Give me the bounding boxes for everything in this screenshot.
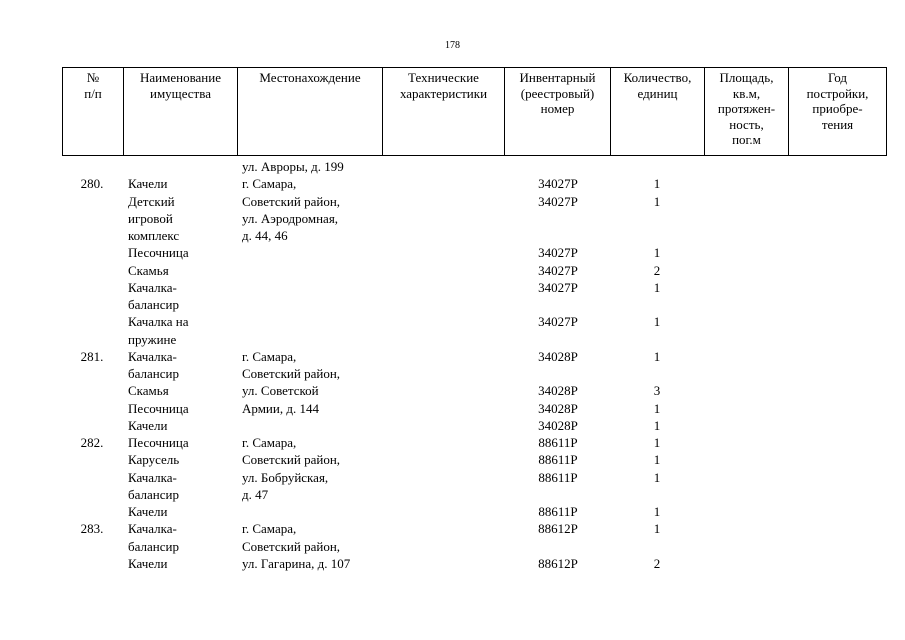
table-row: [62, 538, 886, 555]
table-row: [62, 451, 886, 468]
item-name: Качели: [128, 176, 168, 192]
table-row: [62, 244, 886, 261]
header-quantity: [611, 68, 705, 156]
item-location: ул. Авроры, д. 199: [242, 159, 344, 174]
item-quantity: 1: [653, 348, 661, 364]
inventory-number: 88612Р: [538, 521, 578, 537]
item-quantity: 1: [653, 193, 661, 209]
inventory-number: 34027Р: [538, 279, 578, 295]
row-number: 280.: [80, 176, 104, 192]
header-quantity-label: Количество, единиц: [623, 70, 692, 101]
header-name: [124, 68, 238, 156]
inventory-number: 34027Р: [538, 262, 578, 278]
table-row: [62, 417, 886, 434]
inventory-number: 34028Р: [538, 348, 578, 364]
item-name: Песочница: [128, 400, 189, 416]
header-location-label: Местонахождение: [259, 70, 361, 85]
table-row: [62, 331, 886, 348]
item-quantity: 1: [653, 435, 661, 450]
header-area-label: Площадь, кв.м, протяжен- ность, пог.м: [717, 70, 776, 147]
item-name: пружине: [128, 331, 177, 347]
inventory-number: 34028Р: [538, 400, 578, 416]
item-name: балансир: [128, 486, 179, 502]
item-location: ул. Аэродромная,: [242, 210, 339, 226]
table-row: [62, 365, 886, 382]
table-row: [62, 434, 886, 451]
row-number: 281.: [80, 348, 104, 364]
item-quantity: 1: [653, 279, 661, 295]
header-year-label: Год постройки, приобре- тения: [806, 70, 869, 132]
table-header: [62, 67, 887, 156]
header-technical-label: Технические характеристики: [399, 70, 488, 101]
item-name: Качалка-: [128, 279, 177, 295]
item-name: Песочница: [128, 245, 189, 261]
item-name: Качалка на: [128, 314, 189, 330]
item-name: Качалка-: [128, 469, 177, 485]
table-row: [62, 227, 886, 244]
item-location: Советский район,: [242, 538, 341, 554]
item-name: Качалка-: [128, 521, 177, 537]
header-number: [63, 68, 124, 156]
table-row: [62, 313, 886, 330]
item-quantity: 1: [653, 452, 661, 468]
item-name: Песочница: [128, 435, 189, 450]
item-quantity: 2: [653, 555, 661, 571]
item-location: Армии, д. 144: [242, 400, 319, 416]
item-quantity: 1: [653, 417, 661, 433]
table-row: [62, 296, 886, 313]
inventory-number: 34028Р: [538, 417, 578, 433]
item-name: балансир: [128, 366, 179, 381]
header-inventory-label: Инвентарный (реестровый) номер: [519, 70, 596, 116]
item-name: Карусель: [128, 452, 180, 468]
item-location: Советский район,: [242, 193, 341, 209]
inventory-number: 88611Р: [538, 452, 578, 468]
table-row: [62, 210, 886, 227]
item-quantity: 1: [653, 176, 661, 192]
inventory-number: 88611Р: [538, 504, 578, 519]
inventory-number: 34027Р: [538, 176, 578, 192]
inventory-number: 34027Р: [538, 193, 578, 209]
item-name: Детский: [128, 193, 175, 209]
inventory-number: 34027Р: [538, 245, 578, 261]
item-name: Скамья: [128, 383, 169, 399]
item-name: игровой: [128, 210, 173, 226]
item-location: г. Самара,: [242, 435, 297, 450]
item-location: Советский район,: [242, 452, 341, 468]
item-quantity: 1: [653, 469, 661, 485]
item-name: Качели: [128, 555, 168, 571]
table-row: [62, 262, 886, 279]
row-number: 283.: [80, 521, 104, 537]
inventory-number: 88612Р: [538, 555, 578, 571]
header-inventory: [505, 68, 611, 156]
inventory-number: 88611Р: [538, 469, 578, 485]
table-row: [62, 520, 886, 537]
table-row: [62, 503, 886, 520]
item-name: Скамья: [128, 262, 169, 278]
item-quantity: 1: [653, 504, 661, 519]
header-name-label: Наименование имущества: [140, 70, 221, 101]
item-location: ул. Бобруйская,: [242, 469, 329, 485]
item-location: ул. Гагарина, д. 107: [242, 555, 351, 571]
item-quantity: 1: [653, 400, 661, 416]
item-location: д. 47: [242, 486, 269, 502]
item-location: г. Самара,: [242, 176, 297, 192]
item-name: Качели: [128, 504, 168, 519]
table-row: [62, 382, 886, 399]
item-name: Качалка-: [128, 348, 177, 364]
table-row: [62, 193, 886, 210]
inventory-number: 34027Р: [538, 314, 578, 330]
item-location: г. Самара,: [242, 348, 297, 364]
header-location: [238, 68, 383, 156]
header-technical: [383, 68, 505, 156]
table-row: [62, 279, 886, 296]
inventory-number: 34028Р: [538, 383, 578, 399]
item-quantity: 1: [653, 314, 661, 330]
header-area: [705, 68, 789, 156]
item-quantity: 3: [653, 383, 661, 399]
item-location: д. 44, 46: [242, 228, 288, 243]
item-location: ул. Советской: [242, 383, 319, 399]
item-name: комплекс: [128, 228, 180, 243]
item-location: г. Самара,: [242, 521, 297, 537]
table-row: [62, 469, 886, 486]
item-quantity: 1: [653, 521, 661, 537]
page-number: 178: [445, 40, 460, 51]
table-row: [62, 555, 886, 572]
table-row: [62, 486, 886, 503]
table-row: [62, 175, 886, 192]
row-number: 282.: [80, 435, 104, 450]
item-quantity: 2: [653, 262, 661, 278]
table-row: [62, 400, 886, 417]
item-name: Качели: [128, 417, 168, 433]
inventory-number: 88611Р: [538, 435, 578, 450]
table-row: [62, 158, 886, 175]
item-location: Советский район,: [242, 366, 341, 381]
item-name: балансир: [128, 297, 179, 312]
item-quantity: 1: [653, 245, 661, 261]
table-row: [62, 348, 886, 365]
item-name: балансир: [128, 538, 179, 554]
header-year: [789, 68, 887, 156]
header-number-label: № п/п: [84, 70, 102, 101]
